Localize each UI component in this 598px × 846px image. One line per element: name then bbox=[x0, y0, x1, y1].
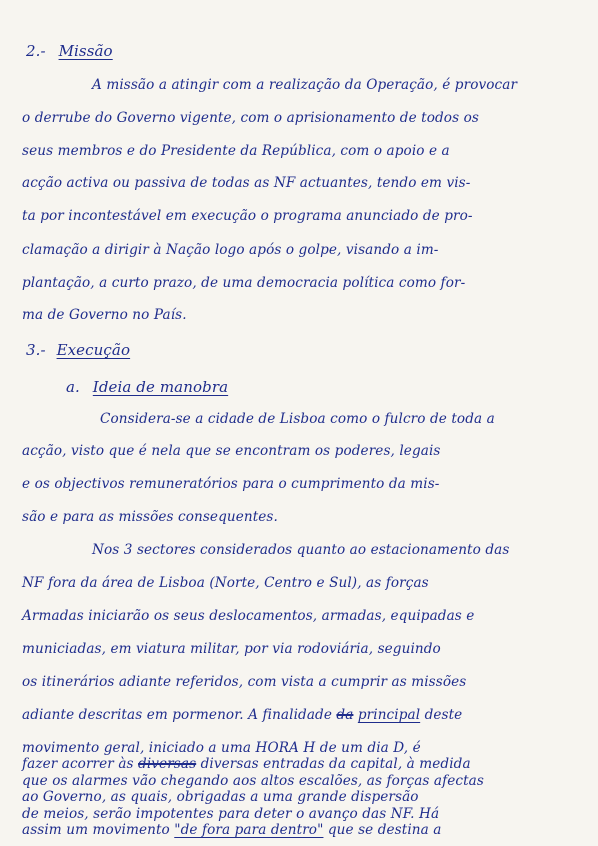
section-2-line-7: plantação, a curto prazo, de uma democracia política como for- bbox=[22, 275, 466, 291]
section-2-line-1: A missão a atingir com a realização da Operação, é provocar bbox=[92, 77, 518, 93]
section-3-line-6: NF fora da área de Lisboa (Norte, Centro e Sul), as forças bbox=[22, 575, 429, 591]
section-3-line-16 bbox=[22, 824, 441, 838]
section-3-heading bbox=[26, 343, 130, 358]
section-3-line-4: são e para as missões consequentes. bbox=[22, 509, 278, 525]
section-3-line-9: os itinerários adiante referidos, com vista a cumprir as missões bbox=[22, 674, 467, 690]
section-2-line-3: seus membros e do Presidente da República, com o apoio e a bbox=[22, 143, 450, 159]
section-3-line-11: movimento geral, iniciado a uma HORA H de um dia D, é bbox=[22, 740, 421, 756]
section-3-line-12-tail: diversas entradas da capital, à medida bbox=[196, 756, 471, 773]
section-3-line-12-text: fazer acorrer às bbox=[22, 756, 134, 773]
section-3-line-10-text: adiante descritas em pormenor. A finalidade bbox=[22, 707, 332, 723]
section-3-line-2: acção, visto que é nela que se encontram os poderes, legais bbox=[22, 443, 441, 459]
section-2-line-2: o derrube do Governo vigente, com o aprisionamento de todos os bbox=[22, 110, 479, 126]
section-3-title: Execução bbox=[56, 341, 131, 359]
section-2-line-8: ma de Governo no País. bbox=[22, 307, 187, 323]
section-2-number: 2.- bbox=[26, 42, 46, 60]
struck-word-2: diversas bbox=[138, 756, 197, 773]
section-3-line-10-tail: deste bbox=[420, 707, 463, 723]
section-2-heading bbox=[26, 44, 113, 59]
struck-word-1: da bbox=[336, 707, 354, 723]
section-3-line-7: Armadas iniciarão os seus deslocamentos, armadas, equipadas e bbox=[22, 608, 475, 624]
section-2-line-4: acção activa ou passiva de todas as NF actuantes, tendo em vis- bbox=[22, 175, 471, 191]
subsection-a-letter: a. bbox=[66, 378, 80, 396]
section-2-line-5: ta por incontestável em execução o programa anunciado de pro- bbox=[22, 208, 473, 224]
section-2-line-6: clamação a dirigir à Nação logo após o golpe, visando a im- bbox=[22, 242, 439, 258]
section-3-line-16-text: assim um movimento bbox=[22, 822, 170, 838]
section-3-line-5: Nos 3 sectores considerados quanto ao estacionamento das bbox=[92, 542, 510, 558]
section-3-line-15: de meios, serão impotentes para deter o avanço das NF. Há bbox=[22, 805, 440, 822]
section-3-line-10 bbox=[22, 709, 462, 723]
subsection-a-title: Ideia de manobra bbox=[92, 378, 229, 396]
section-3-line-1: Considera-se a cidade de Lisboa como o fulcro de toda a bbox=[100, 411, 495, 427]
emphasis-principal: principal bbox=[357, 707, 421, 723]
section-2-title: Missão bbox=[58, 42, 113, 60]
section-3-line-8: municiadas, em viatura militar, por via rodoviária, seguindo bbox=[22, 641, 441, 657]
section-3-line-12 bbox=[22, 758, 471, 772]
section-3-line-13: que os alarmes vão chegando aos altos escalões, as forças afectas bbox=[22, 772, 484, 789]
subsection-a-heading bbox=[66, 380, 228, 395]
section-3-line-16-tail: que se destina a bbox=[323, 822, 442, 838]
section-3-number: 3.- bbox=[26, 341, 46, 359]
section-3-line-3: e os objectivos remuneratórios para o cumprimento da mis- bbox=[22, 476, 440, 492]
emphasis-de-fora-para-dentro: "de fora para dentro" bbox=[174, 822, 324, 838]
section-3-line-14: ao Governo, as quais, obrigadas a uma grande dispersão bbox=[22, 789, 419, 806]
